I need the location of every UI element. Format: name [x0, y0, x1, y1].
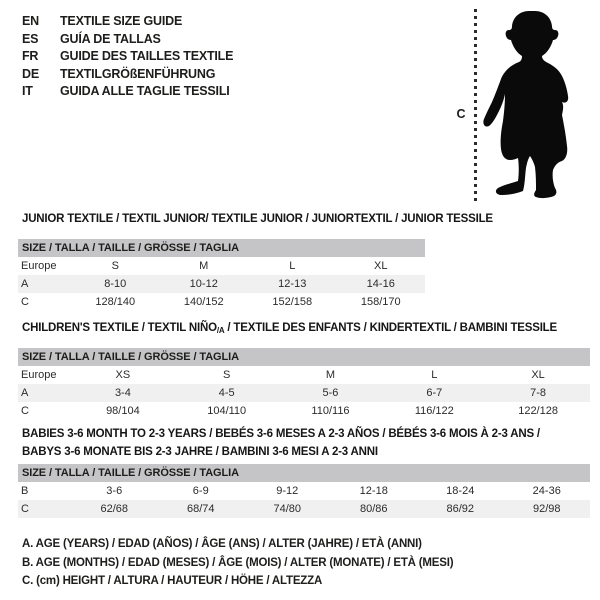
table-cell: 18-24 [446, 485, 475, 497]
table-cell: 6-9 [192, 485, 209, 497]
columns-row [18, 366, 590, 384]
babies-size-table [18, 464, 590, 518]
toddler-silhouette [482, 9, 570, 205]
column-header: XL [531, 369, 545, 381]
language-header [22, 13, 233, 101]
table-cell: 104/110 [207, 405, 247, 417]
height-measure-label: C [456, 107, 466, 121]
language-label: TEXTILE SIZE GUIDE [60, 14, 183, 28]
table-cell: 3-4 [114, 387, 131, 399]
language-row-es [22, 31, 233, 49]
row-label: A [21, 278, 29, 290]
language-code: EN [22, 14, 39, 28]
table-cell: 9-12 [276, 485, 299, 497]
children-title-subscript: /A [216, 326, 225, 335]
table-cell: 68/74 [186, 503, 215, 515]
language-code: ES [22, 31, 39, 46]
junior-section-title: JUNIOR TEXTILE / TEXTIL JUNIOR/ TEXTILE JUNIOR / JUNIORTEXTIL / JUNIOR TESSILE [22, 213, 493, 225]
language-label: GUIDA ALLE TAGLIE TESSILI [60, 84, 230, 98]
row-label: C [21, 296, 29, 308]
children-size-table [18, 348, 590, 420]
table-cell: 122/128 [518, 405, 558, 417]
table-cell: 8-10 [104, 278, 127, 290]
language-label: GUÍA DE TALLAS [60, 31, 161, 46]
babies-title-line2: BABYS 3-6 MONATE BIS 2-3 JAHRE / BAMBINI 3-6 MESI A 2-3 ANNI [22, 445, 378, 458]
language-row-de [22, 66, 233, 84]
column-header: M [325, 369, 336, 381]
table-cell: 10-12 [189, 278, 218, 290]
age-months-row [18, 482, 590, 500]
junior-size-table [18, 239, 425, 311]
column-header: L [431, 369, 438, 381]
table-cell: 116/122 [414, 405, 454, 417]
table-cell: 12-18 [359, 485, 388, 497]
measure-legend [22, 535, 453, 591]
column-header: S [111, 260, 119, 272]
height-cm-row [18, 293, 425, 311]
table-cell: 62/68 [100, 503, 129, 515]
column-header: S [223, 369, 231, 381]
height-cm-row [18, 402, 590, 420]
language-label: TEXTILGRÖßENFÜHRUNG [60, 66, 216, 81]
children-title-text: CHILDREN'S TEXTILE / TEXTIL NIÑO [22, 322, 217, 334]
column-header: XL [374, 260, 388, 272]
language-row-it [22, 83, 233, 101]
table-cell: 74/80 [273, 503, 302, 515]
age-years-row [18, 275, 425, 293]
table-cell: 128/140 [95, 296, 136, 308]
table-cell: 5-6 [322, 387, 339, 399]
height-cm-row [18, 500, 590, 518]
table-cell: 140/152 [183, 296, 224, 308]
children-section-title [22, 322, 557, 337]
table-cell: 24-36 [532, 485, 561, 497]
row-label: B [21, 485, 29, 497]
legend-age-years: A. AGE (YEARS) / EDAD (AÑOS) / ÂGE (ANS) / ALTER (JAHRE) / ETÀ (ANNI) [22, 538, 422, 550]
language-code: IT [22, 84, 33, 98]
size-header-bar: SIZE / TALLA / TAILLE / GRÖSSE / TAGLIA [18, 464, 590, 482]
size-header-bar: SIZE / TALLA / TAILLE / GRÖSSE / TAGLIA [18, 239, 425, 257]
legend-age-months: B. AGE (MONTHS) / EDAD (MESES) / ÂGE (MOIS) / ALTER (MONATE) / ETÀ (MESI) [22, 556, 454, 569]
table-cell: 98/104 [106, 405, 140, 417]
table-cell: 86/92 [446, 503, 475, 515]
row-label: A [21, 387, 29, 399]
table-cell: 152/158 [272, 296, 313, 308]
language-code: FR [22, 49, 39, 63]
size-header-bar: SIZE / TALLA / TAILLE / GRÖSSE / TAGLIA [18, 348, 590, 366]
language-label: GUIDE DES TAILLES TEXTILE [60, 49, 234, 63]
table-cell: 14-16 [366, 278, 395, 290]
language-row-en [22, 13, 233, 31]
table-cell: 4-5 [218, 387, 235, 399]
babies-section-title [22, 426, 540, 461]
table-cell: 92/98 [532, 503, 561, 515]
table-cell: 80/86 [359, 503, 388, 515]
legend-height-cm: C. (cm) HEIGHT / ALTURA / HAUTEUR / HÖHE / ALTEZZA [22, 575, 323, 587]
column-header: L [289, 260, 296, 272]
language-code: DE [22, 66, 39, 81]
table-cell: 3-6 [106, 485, 123, 497]
table-cell: 110/116 [311, 405, 350, 417]
column-header: XS [115, 369, 131, 381]
height-measure-dotted-line [474, 9, 477, 205]
row-label: Europe [21, 369, 57, 381]
column-header: M [199, 260, 209, 272]
language-row-fr [22, 48, 233, 66]
table-cell: 158/170 [360, 296, 401, 308]
table-cell: 7-8 [530, 387, 547, 399]
age-years-row [18, 384, 590, 402]
babies-title-line1: BABIES 3-6 MONTH TO 2-3 YEARS / BEBÉS 3-6 MESES A 2-3 AÑOS / BÉBÉS 3-6 MOIS À 2-3 ANS / [22, 428, 540, 440]
row-label: Europe [21, 260, 57, 272]
table-cell: 12-13 [278, 278, 307, 290]
table-cell: 6-7 [426, 387, 443, 399]
columns-row [18, 257, 425, 275]
row-label: C [21, 405, 29, 417]
row-label: C [21, 503, 29, 515]
children-title-text: / TEXTILE DES ENFANTS / KINDERTEXTIL / BAMBINI TESSILE [224, 322, 557, 334]
